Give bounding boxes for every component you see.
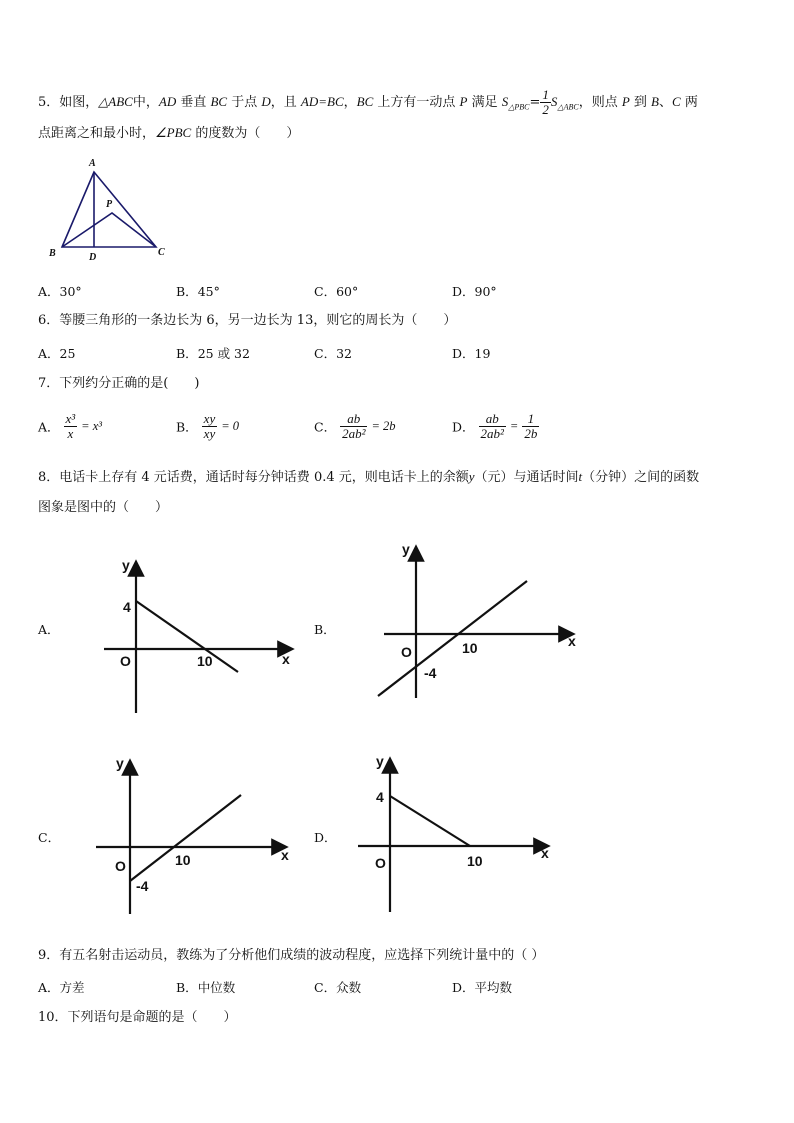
q5-var: ∠PBC xyxy=(155,125,192,140)
q5-var: P xyxy=(621,94,630,109)
graph-line xyxy=(378,581,527,696)
q8-graph-c[interactable] xyxy=(92,752,302,918)
option-text: 25 xyxy=(59,346,76,361)
option-text: 25 或 32 xyxy=(197,346,250,361)
q10-stem: 10．下列语句是命题的是（ ） xyxy=(38,1010,237,1025)
q5-text: ，且 xyxy=(270,95,301,110)
frac-num: 1 xyxy=(522,412,539,427)
option-fraction xyxy=(479,412,506,441)
q5-text: 、 xyxy=(659,95,673,110)
mark-neg4: -4 xyxy=(424,665,437,681)
q8-graph-d[interactable] xyxy=(352,750,562,916)
option-text: 平均数 xyxy=(474,980,513,995)
q5-triangle-figure xyxy=(44,155,184,265)
option-text: 30° xyxy=(59,284,82,299)
q5-text: 的度数为（ ） xyxy=(191,126,300,141)
option-rhs: = 0 xyxy=(221,419,240,433)
x-label: x xyxy=(282,651,290,667)
option-fraction xyxy=(202,412,218,441)
frac-den: 2ab² xyxy=(480,426,504,441)
q9-stem: 9．有五名射击运动员，教练为了分析他们成绩的波动程度，应选择下列统计量中的（ ） xyxy=(38,948,545,963)
option-label: A． xyxy=(38,284,60,299)
frac-den: 2ab² xyxy=(342,426,366,441)
q5-line2 xyxy=(38,124,299,143)
option-text: 90° xyxy=(474,284,497,299)
q8-option-c-label[interactable]: C． xyxy=(38,830,61,845)
q8-text: （分钟）之间的函数 xyxy=(582,470,700,485)
q5-option-c[interactable] xyxy=(314,282,358,300)
y-label: y xyxy=(122,557,130,573)
q5-line1 xyxy=(38,88,698,117)
frac-num: ab xyxy=(479,412,506,427)
q5-var: D xyxy=(261,94,271,109)
option-label: A． xyxy=(38,419,60,435)
q5-option-d[interactable] xyxy=(452,282,497,300)
q5-var: △ABC xyxy=(98,94,133,109)
q8-text: 8．电话卡上存有 4 元话费，通话时每分钟话费 0.4 元，则电话卡上的余额 xyxy=(38,470,469,485)
q7-stem: 7．下列约分正确的是( ) xyxy=(38,376,200,391)
option-rhs: = xyxy=(509,419,519,433)
q8-line2: 图象是图中的（ ） xyxy=(38,500,169,515)
q5-fraction xyxy=(540,88,551,117)
label-c: C xyxy=(158,247,165,258)
q9-option-c[interactable] xyxy=(314,978,361,996)
x-label: x xyxy=(541,845,549,861)
mark-neg4: -4 xyxy=(136,878,149,894)
mark-10: 10 xyxy=(462,640,478,656)
x-label: x xyxy=(281,847,289,863)
option-label: B． xyxy=(176,284,198,299)
q8-option-a-label[interactable]: A． xyxy=(38,622,60,637)
option-label: D． xyxy=(452,346,475,361)
q5-text: 满足 xyxy=(467,95,502,110)
option-label: B． xyxy=(176,346,198,361)
option-label: D． xyxy=(452,419,475,435)
q5-var: BC xyxy=(210,94,228,109)
y-label: y xyxy=(376,753,384,769)
q8-var: y xyxy=(468,469,475,484)
option-label: A． xyxy=(38,980,60,995)
option-label: A． xyxy=(38,346,60,361)
q5-subscript: △PBC xyxy=(508,102,530,112)
option-label: B． xyxy=(176,980,198,995)
q5-text: 如图， xyxy=(59,95,99,110)
frac-num: xy xyxy=(203,411,216,426)
mark-4: 4 xyxy=(376,789,384,805)
label-a: A xyxy=(89,158,96,169)
label-d: D xyxy=(89,252,97,263)
option-rhs: = 2b xyxy=(371,419,396,433)
q8-graph-b[interactable] xyxy=(372,538,587,706)
q5-var: B xyxy=(651,94,659,109)
option-rhs: = x³ xyxy=(81,419,103,433)
graph-line xyxy=(130,795,241,881)
option-text: 众数 xyxy=(336,980,362,995)
q8-option-b-label[interactable]: B． xyxy=(314,622,336,637)
frac-num: ab xyxy=(340,412,367,427)
q5-var: AD xyxy=(158,94,177,109)
frac-den: 2b xyxy=(524,426,538,441)
q5-equals: = xyxy=(529,95,541,110)
q9-option-a[interactable] xyxy=(38,978,85,996)
origin-label: O xyxy=(115,858,126,874)
q5-var: P xyxy=(459,94,468,109)
option-fraction xyxy=(64,412,78,441)
q5-text: 于点 xyxy=(227,95,262,110)
q5-var: S xyxy=(550,94,558,109)
q5-var: BC xyxy=(356,94,374,109)
q8-graph-a[interactable] xyxy=(96,548,306,720)
q5-number: 5． xyxy=(38,95,60,110)
q8-var: t xyxy=(578,469,583,484)
option-rhs-fraction xyxy=(522,412,539,441)
origin-label: O xyxy=(120,653,131,669)
mark-10: 10 xyxy=(175,852,191,868)
q5-frac-den: 2 xyxy=(542,102,549,117)
y-label: y xyxy=(116,755,124,771)
graph-line xyxy=(390,796,470,846)
option-label: D． xyxy=(452,980,475,995)
origin-label: O xyxy=(401,644,412,660)
q5-text: 上方有一动点 xyxy=(373,95,460,110)
q6-option-b[interactable] xyxy=(176,344,250,362)
q6-option-d[interactable] xyxy=(452,344,490,362)
option-label: B． xyxy=(176,419,198,435)
option-text: 32 xyxy=(336,346,352,361)
mark-4: 4 xyxy=(123,599,131,615)
q5-option-a[interactable] xyxy=(38,282,82,300)
q5-var: S xyxy=(501,94,509,109)
q5-subscript: △ABC xyxy=(557,102,579,112)
q7-option-a[interactable] xyxy=(38,412,102,441)
q5-text: ， xyxy=(343,95,357,110)
q5-var: C xyxy=(672,94,681,109)
q5-text: 中， xyxy=(132,95,159,110)
option-label: C． xyxy=(314,980,337,995)
q5-frac-num: 1 xyxy=(542,87,549,102)
mark-10: 10 xyxy=(467,853,483,869)
q5-text: 两 xyxy=(680,95,698,110)
y-label: y xyxy=(402,541,410,557)
label-p: P xyxy=(106,199,113,210)
q9-option-b[interactable] xyxy=(176,978,235,996)
origin-label: O xyxy=(375,855,386,871)
option-label: C． xyxy=(314,284,337,299)
q8-text: （元）与通话时间 xyxy=(474,470,579,485)
option-text: 中位数 xyxy=(197,980,236,995)
option-text: 19 xyxy=(474,346,491,361)
frac-den: x xyxy=(67,426,74,441)
q6-option-a[interactable] xyxy=(38,344,75,362)
q5-text: 到 xyxy=(629,95,652,110)
label-b: B xyxy=(49,248,56,259)
q5-text: 垂直 xyxy=(176,95,211,110)
option-text: 60° xyxy=(336,284,359,299)
q6-stem: 6．等腰三角形的一条边长为 6，另一边长为 13，则它的周长为（ ） xyxy=(38,313,457,328)
q5-text: ，则点 xyxy=(578,95,622,110)
mark-10: 10 xyxy=(197,653,213,669)
x-label: x xyxy=(568,633,576,649)
q7-option-c[interactable] xyxy=(314,412,396,441)
graph-line xyxy=(136,601,238,672)
q6-option-c[interactable] xyxy=(314,344,352,362)
option-text: 45° xyxy=(197,284,220,299)
q5-text: 点距离之和最小时， xyxy=(38,126,156,141)
option-text: 方差 xyxy=(59,980,85,995)
q8-line1 xyxy=(38,468,699,487)
q5-var: AD=BC xyxy=(300,94,344,109)
frac-den: xy xyxy=(203,426,216,441)
option-label: C． xyxy=(314,419,337,435)
q9-option-d[interactable] xyxy=(452,978,512,996)
frac-num: x³ xyxy=(65,411,76,426)
option-label: C． xyxy=(314,346,337,361)
option-label: D． xyxy=(452,284,475,299)
q5-option-b[interactable] xyxy=(176,282,220,300)
q7-option-b[interactable] xyxy=(176,412,239,441)
q8-option-d-label[interactable]: D． xyxy=(314,830,337,845)
q7-option-d[interactable] xyxy=(452,412,539,441)
option-fraction xyxy=(340,412,367,441)
